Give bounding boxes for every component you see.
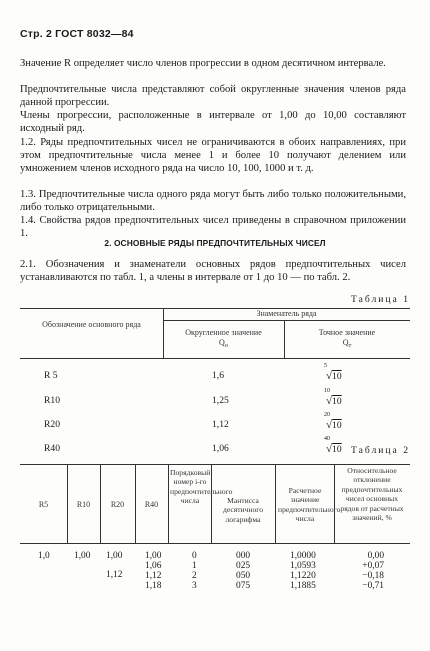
table2-mantissa-value: 075 [236, 581, 251, 591]
table1-row-series: R10 [44, 395, 60, 406]
table2-head-r5: R5 [38, 500, 49, 509]
paragraph-r-definition: Значение R определяет число членов прогрессии в одном десятичном интервале. [20, 58, 386, 69]
paragraph-preferred-numbers: Предпочтительные числа представляют собой округленные значения членов ряда данной прогрессии. [20, 84, 406, 109]
table1-row-rounded: 1,25 [212, 395, 229, 406]
paragraph-2-1: 2.1. Обозначения и знаменатели основных рядов предпочтительных чисел устанавливаются по табл. 1, а члены в интервале от 1 до 10 — по табл. 2. [20, 259, 406, 284]
paragraph-1-4: 1.4. Свойства рядов предпочтительных чисел приведены в справочном приложении 1. [20, 215, 406, 240]
table2-r20-value: 1,12 [106, 570, 123, 580]
section-title: 2. ОСНОВНЫЕ РЯДЫ ПРЕДПОЧТИТЕЛЬНЫХ ЧИСЕЛ [104, 238, 326, 248]
table2-r20-value: 1,00 [106, 551, 123, 561]
table2-deviation-value: 0,00 [367, 551, 384, 561]
paragraph-basic-series: Члены прогрессии, расположенные в интервале от 1,00 до 10,00 составляют исходный ряд. [20, 110, 406, 135]
table1-head-rounded: Округленное значение [185, 328, 262, 337]
table2-r40-value: 1,18 [145, 581, 162, 591]
table2-head-r40: R40 [144, 500, 159, 509]
table1-caption: Таблица 1 [350, 294, 410, 305]
table1-row-rounded: 1,12 [212, 419, 229, 430]
table2-mantissa-value: 050 [236, 571, 251, 581]
table1-row-rounded: 1,6 [212, 370, 224, 381]
table2-head-calculated: Расчетное значение предпочтительного числа [278, 486, 341, 524]
table1-row-series: R20 [44, 419, 60, 430]
table1-row-exact-root: 20 √10 [324, 412, 342, 431]
table2-ordinal-value: 0 [192, 551, 197, 561]
table2-r5-value: 1,0 [38, 551, 50, 561]
table2-head-ordinal: Порядковый номер i-го предпочтительного числа [170, 468, 233, 506]
table2-deviation-value: −0,18 [362, 571, 384, 581]
table1-row-exact-root: 10 √10 [324, 388, 342, 407]
table2-calculated-value: 1,1220 [290, 571, 316, 581]
table2-caption: Таблица 2 [350, 445, 410, 456]
table2-ordinal-value: 2 [192, 571, 197, 581]
table2-r40-value: 1,00 [145, 551, 162, 561]
table2-head-r10: R10 [76, 500, 91, 509]
table2-deviation-value: −0,71 [362, 581, 384, 591]
table2-r40-value: 1,06 [145, 561, 162, 571]
table1-row-series: R 5 [44, 370, 58, 381]
table2-head-deviation: Относительное отклонение предпочтительных чисел основных рядов от расчетных значений, % [340, 466, 404, 523]
table2-ordinal-value: 1 [192, 561, 197, 571]
table1-head-exact: Точное значение [318, 328, 376, 337]
table1-head-designation: Обозначение основного ряда [42, 320, 141, 329]
table2-r10-value: 1,00 [74, 551, 91, 561]
table1-row-exact-root: 5 √10 [324, 363, 342, 382]
table2-mantissa-value: 025 [236, 561, 251, 571]
table2-calculated-value: 1,0593 [290, 561, 316, 571]
paragraph-1-2: 1.2. Ряды предпочтительных чисел не ограничиваются в обоих направлениях, при этом предпочтительные числа менее 1 и более 10 получают делением или умножением членов исходного ряда на число 10, 100, 1000 и т. д. [20, 137, 406, 175]
table2-r40-value: 1,12 [145, 571, 162, 581]
table2-mantissa-value: 000 [236, 551, 251, 561]
page-header: Стр. 2 ГОСТ 8032—84 [20, 28, 134, 40]
table1-row-rounded: 1,06 [212, 443, 229, 454]
table2-head-mantissa: Мантисса десятичного логарифма [222, 496, 264, 524]
table2-head-r20: R20 [110, 500, 125, 509]
table1-head-exact-symbol: $Q_т$ [342, 338, 352, 349]
table2-ordinal-value: 3 [192, 581, 197, 591]
table2-calculated-value: 1,0000 [290, 551, 316, 561]
table1-row-series: R40 [44, 443, 60, 454]
table1-head-rounded-symbol: $Q_о$ [218, 338, 229, 349]
table2-calculated-value: 1,1885 [290, 581, 316, 591]
table2-deviation-value: +0,07 [362, 561, 384, 571]
table1-head-denominator: Знаменатель ряда [256, 309, 317, 318]
table1-row-exact-root: 40 √10 [324, 436, 342, 455]
paragraph-1-3: 1.3. Предпочтительные числа одного ряда могут быть либо только положительными, либо только отрицательными. [20, 189, 406, 214]
